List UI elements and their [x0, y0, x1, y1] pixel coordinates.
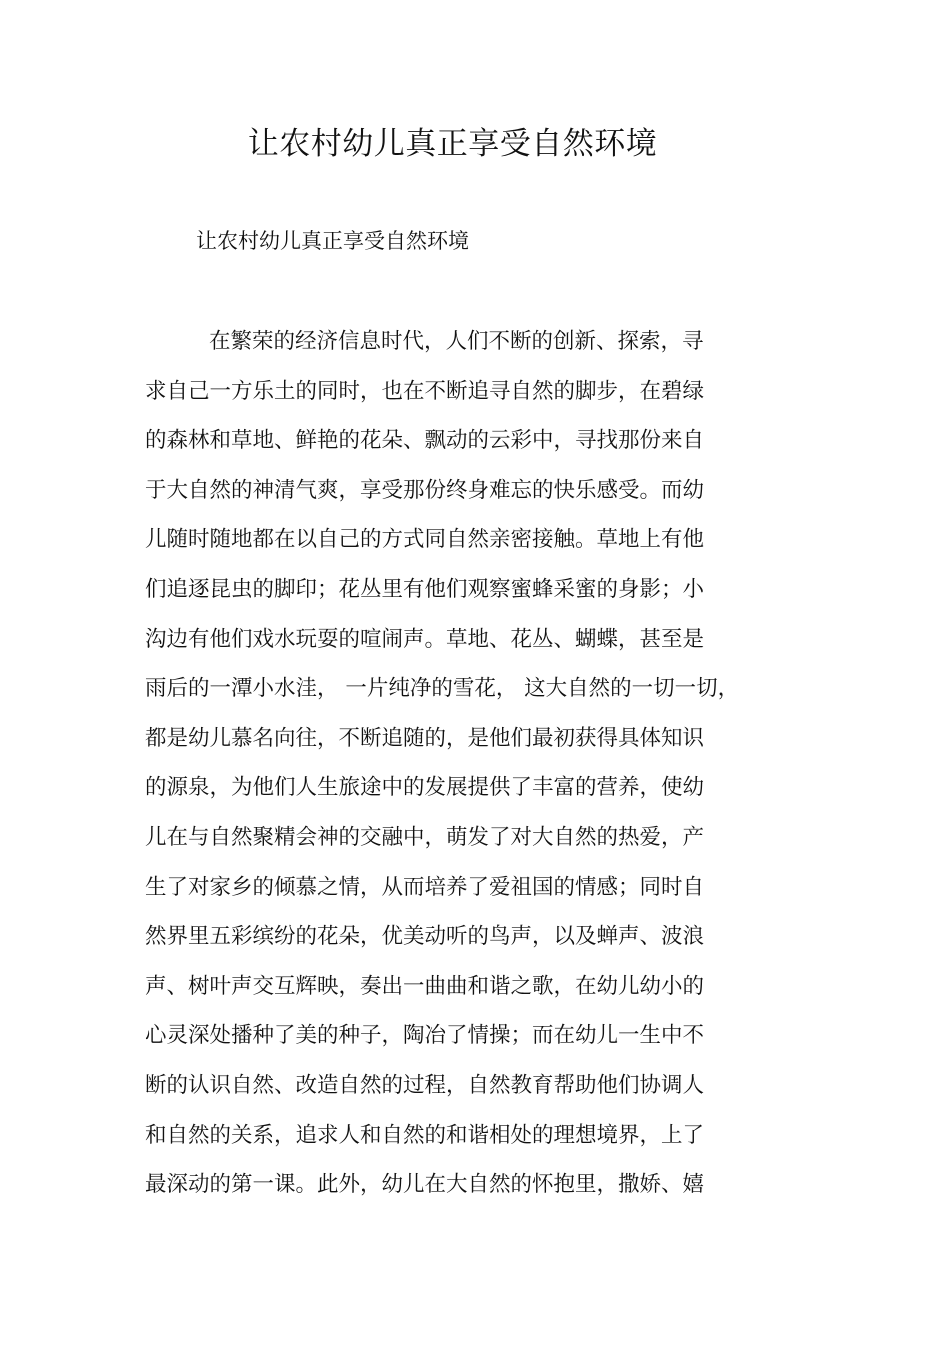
- body-line: 生了对家乡的倾慕之情，从而培养了爱祖国的情感；同时自: [145, 874, 705, 900]
- body-line: 断的认识自然、改造自然的过程，自然教育帮助他们协调人: [145, 1072, 705, 1098]
- body-line: 于大自然的神清气爽，享受那份终身难忘的快乐感受。而幼: [145, 477, 705, 503]
- body-line: 们追逐昆虫的脚印；花丛里有他们观察蜜蜂采蜜的身影；小: [145, 576, 705, 602]
- body-line: 最深动的第一课。此外，幼儿在大自然的怀抱里，撒娇、嬉: [145, 1172, 705, 1198]
- body-line: 的源泉，为他们人生旅途中的发展提供了丰富的营养，使幼: [145, 775, 705, 801]
- body-line: 声、树叶声交互辉映，奏出一曲曲和谐之歌，在幼儿幼小的: [145, 973, 705, 999]
- body-line: 儿随时随地都在以自己的方式同自然亲密接触。草地上有他: [145, 527, 705, 553]
- body-line: 儿在与自然聚精会神的交融中，萌发了对大自然的热爱，产: [145, 824, 705, 850]
- body-line: 沟边有他们戏水玩耍的喧闹声。草地、花丛、蝴蝶，甚至是: [145, 626, 705, 652]
- body-line: 然界里五彩缤纷的花朵，优美动听的鸟声，以及蝉声、波浪: [145, 924, 705, 950]
- body-paragraph: [0, 323, 950, 1216]
- document-title: 让农村幼儿真正享受自然环境: [247, 126, 658, 162]
- body-line: 都是幼儿慕名向往，不断追随的，是他们最初获得具体知识: [145, 725, 705, 751]
- document-subtitle: 让农村幼儿真正享受自然环境: [196, 229, 469, 253]
- body-line: 求自己一方乐土的同时，也在不断追寻自然的脚步，在碧绿: [145, 378, 705, 404]
- body-line: 的森林和草地、鲜艳的花朵、飘动的云彩中，寻找那份来自: [145, 428, 705, 454]
- body-line: 雨后的一潭小水洼， 一片纯净的雪花， 这大自然的一切一切，: [145, 676, 740, 702]
- body-line: 和自然的关系，追求人和自然的和谐相处的理想境界，上了: [145, 1122, 705, 1148]
- body-line: 心灵深处播种了美的种子，陶冶了情操；而在幼儿一生中不: [145, 1023, 705, 1049]
- body-line: 在繁荣的经济信息时代，人们不断的创新、探索，寻: [209, 329, 704, 354]
